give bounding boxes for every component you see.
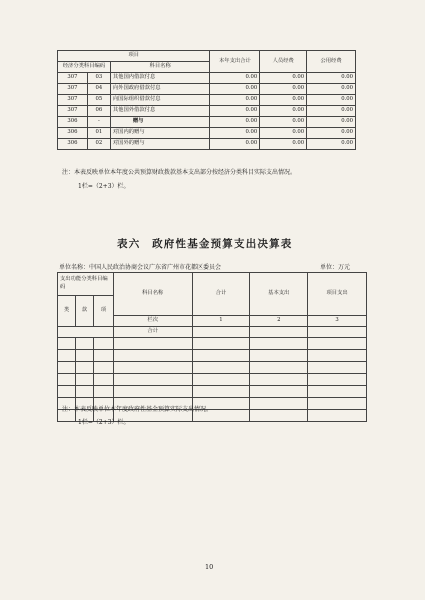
header-personnel: 人员经费 — [260, 51, 307, 73]
table-row — [58, 386, 367, 398]
personnel-value: 0.00 — [260, 73, 307, 84]
code1: 306 — [58, 139, 88, 150]
table-row — [58, 73, 356, 84]
table-row — [58, 117, 356, 128]
code2: - — [87, 117, 110, 128]
public-value: 0.00 — [307, 84, 356, 95]
column-index-1: 1 — [192, 316, 250, 327]
code1: 307 — [58, 95, 88, 106]
header-total: 本年支出合计 — [210, 51, 260, 73]
table-row — [58, 84, 356, 95]
column-index-label: 栏次 — [113, 316, 192, 327]
table-row — [58, 327, 367, 338]
code2: 02 — [87, 139, 110, 150]
public-value: 0.00 — [307, 73, 356, 84]
header-kuan: 款 — [75, 296, 93, 327]
table-row — [58, 338, 367, 350]
subject-name: 其他国内借款付息 — [110, 73, 210, 84]
table6-note-formula: 1栏=（2+3）栏。 — [78, 419, 130, 426]
code2: 01 — [87, 128, 110, 139]
total-value: 0.00 — [210, 139, 260, 150]
column-index-3: 3 — [308, 316, 367, 327]
header-econ-code: 经济分类科目编码 — [58, 62, 111, 73]
subject-name: 其他国外借款付息 — [110, 106, 210, 117]
table5-note-formula: 1栏=（2+3）栏。 — [78, 183, 130, 190]
table-row — [58, 350, 367, 362]
table-row — [58, 106, 356, 117]
table-row — [58, 374, 367, 386]
table-row — [58, 95, 356, 106]
code1: 307 — [58, 73, 88, 84]
sum-label: 合计 — [113, 327, 192, 338]
page-number: 10 — [205, 563, 214, 571]
public-value: 0.00 — [307, 106, 356, 117]
header-total: 合计 — [192, 273, 250, 316]
code2: 04 — [87, 84, 110, 95]
table-row — [58, 139, 356, 150]
subject-name: 赠与 — [110, 117, 210, 128]
unit-name: 单位名称：中国人民政治协商会议广东省广州市花都区委员会 — [59, 264, 222, 271]
table-row — [58, 128, 356, 139]
unit-label: 单位：万元 — [320, 264, 351, 271]
total-value: 0.00 — [210, 117, 260, 128]
code1: 306 — [58, 117, 88, 128]
public-value: 0.00 — [307, 128, 356, 139]
personnel-value: 0.00 — [260, 139, 307, 150]
header-lei: 类 — [58, 296, 76, 327]
code2: 03 — [87, 73, 110, 84]
table6-title: 表六 政府性基金预算支出决算表 — [117, 238, 293, 250]
header-func-code: 支出功能分类科目编码 — [58, 273, 114, 296]
subject-name: 向外国政府借款付息 — [110, 84, 210, 95]
column-index-2: 2 — [250, 316, 308, 327]
total-value: 0.00 — [210, 73, 260, 84]
personnel-value: 0.00 — [260, 128, 307, 139]
total-value: 0.00 — [210, 95, 260, 106]
header-xiang: 项 — [93, 296, 113, 327]
code1: 307 — [58, 84, 88, 95]
personnel-value: 0.00 — [260, 84, 307, 95]
public-value: 0.00 — [307, 95, 356, 106]
header-subject-name: 科目名称 — [110, 62, 210, 73]
code1: 307 — [58, 106, 88, 117]
public-value: 0.00 — [307, 117, 356, 128]
subject-name: 对国外的赠与 — [110, 139, 210, 150]
table5-note: 注：本表反映单位本年度公共预算财政拨款基本支出部分按经济分类科目实际支出情况。 — [62, 169, 297, 176]
header-public: 公用经费 — [307, 51, 356, 73]
total-value: 0.00 — [210, 84, 260, 95]
header-item: 项目 — [58, 51, 210, 62]
header-basic: 基本支出 — [250, 273, 308, 316]
table-row — [58, 362, 367, 374]
table6 — [57, 272, 367, 422]
personnel-value: 0.00 — [260, 117, 307, 128]
public-value: 0.00 — [307, 139, 356, 150]
header-subject-name: 科目名称 — [113, 273, 192, 316]
subject-name: 向国际组织借款付息 — [110, 95, 210, 106]
table6-note: 注：本表反映单位本年度政府性基金预算实际支出情况。 — [62, 406, 213, 413]
total-value: 0.00 — [210, 106, 260, 117]
code2: 06 — [87, 106, 110, 117]
header-project: 项目支出 — [308, 273, 367, 316]
code2: 05 — [87, 95, 110, 106]
code1: 306 — [58, 128, 88, 139]
table5 — [57, 50, 356, 150]
subject-name: 对国内的赠与 — [110, 128, 210, 139]
personnel-value: 0.00 — [260, 95, 307, 106]
personnel-value: 0.00 — [260, 106, 307, 117]
total-value: 0.00 — [210, 128, 260, 139]
